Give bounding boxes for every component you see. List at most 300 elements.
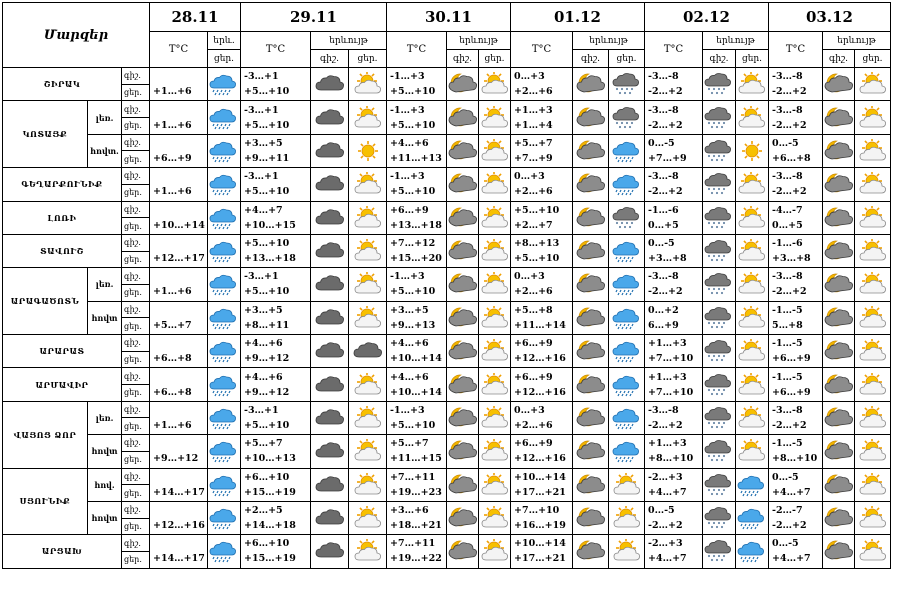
cloud-dark-icon xyxy=(349,335,387,368)
weather-col-header: երևույթ xyxy=(823,32,891,50)
day-temp: +3…+8 xyxy=(648,253,687,265)
night-temp: +6…+9 xyxy=(514,338,553,350)
cloud-rain-icon xyxy=(208,268,241,301)
sun-cloud-icon xyxy=(855,501,891,534)
temperature-range xyxy=(387,401,447,434)
moon-cloud-icon xyxy=(573,201,609,234)
cloud-rain-icon xyxy=(208,101,241,134)
temperature-range xyxy=(150,435,208,468)
cloud-dark-icon xyxy=(311,535,349,568)
night-temp: -1…+3 xyxy=(390,404,425,416)
region-name: ԼՈՌԻ xyxy=(3,201,122,234)
forecast-table xyxy=(2,2,891,569)
moon-cloud-icon xyxy=(447,335,479,368)
sun-cloud-icon xyxy=(349,401,387,434)
night-col-header: գիշ. xyxy=(703,50,736,68)
region-name: ՎԱՅՈՑ ՁՈՐ xyxy=(3,401,88,468)
sun-cloud-icon xyxy=(349,535,387,568)
moon-cloud-icon xyxy=(447,435,479,468)
day-temp: +17…+21 xyxy=(514,486,566,498)
moon-cloud-icon xyxy=(447,535,479,568)
day-temp: +9…+12 xyxy=(244,353,290,365)
night-temp: +3…+6 xyxy=(390,505,429,517)
night-temp xyxy=(153,269,207,284)
day-temp: +14…+18 xyxy=(244,520,296,532)
day-temp: +5…+10 xyxy=(244,286,290,298)
night-label: գիշ. xyxy=(122,134,150,151)
cloud-rain-icon xyxy=(609,134,645,167)
temperature-range xyxy=(769,268,823,301)
night-temp: +2…+5 xyxy=(244,505,283,517)
night-temp: +5…+10 xyxy=(514,204,560,216)
temperature-range xyxy=(387,168,447,201)
day-temp: -2…+2 xyxy=(648,186,683,198)
temperature-range xyxy=(511,201,573,234)
temperature-range xyxy=(150,401,208,434)
night-label: գիշ. xyxy=(122,368,150,385)
night-temp: +6…+10 xyxy=(244,538,290,550)
temperature-range xyxy=(511,234,573,267)
day-temp: -2…+2 xyxy=(772,86,807,98)
night-temp: -1…+3 xyxy=(390,71,425,83)
temperature-range xyxy=(387,535,447,568)
moon-cloud-icon xyxy=(447,101,479,134)
cloud-dark-icon xyxy=(311,468,349,501)
sun-cloud-icon xyxy=(479,301,511,334)
moon-cloud-icon xyxy=(447,68,479,101)
cloud-rain-icon xyxy=(208,535,241,568)
day-label: ցեր. xyxy=(122,118,150,135)
sun-cloud-icon xyxy=(349,201,387,234)
cloud-rain-icon xyxy=(736,468,769,501)
moon-cloud-icon xyxy=(447,168,479,201)
temperature-range xyxy=(387,435,447,468)
sun-cloud-icon xyxy=(479,168,511,201)
moon-cloud-icon xyxy=(573,268,609,301)
night-temp: 0…+3 xyxy=(514,71,545,83)
sun-cloud-icon xyxy=(609,501,645,534)
temperature-range xyxy=(645,234,703,267)
moon-cloud-icon xyxy=(447,468,479,501)
night-label: գիշ. xyxy=(122,335,150,352)
day-temp: +2…+6 xyxy=(514,86,553,98)
temp-col-header: T°C xyxy=(645,32,703,68)
night-label: գիշ. xyxy=(122,468,150,485)
day-temp: +4…+7 xyxy=(772,486,811,498)
date-header: 03.12 xyxy=(769,3,891,32)
temperature-range xyxy=(150,168,208,201)
day-temp: +5…+10 xyxy=(244,119,290,131)
day-temp: +14…+17 xyxy=(153,486,205,498)
night-temp xyxy=(153,69,207,84)
zone-label: հովտ. xyxy=(88,134,122,167)
night-temp: -3…-8 xyxy=(648,271,679,283)
day-temp: +9…+12 xyxy=(153,453,199,465)
night-temp: +3…+5 xyxy=(244,304,283,316)
day-label: ցեր. xyxy=(122,485,150,502)
temperature-range xyxy=(241,435,311,468)
temperature-range xyxy=(511,368,573,401)
moon-cloud-icon xyxy=(573,501,609,534)
cloud-rain-icon xyxy=(736,535,769,568)
night-temp: 0…+3 xyxy=(514,171,545,183)
cloud-dark-icon xyxy=(311,234,349,267)
day-temp: -2…+2 xyxy=(648,86,683,98)
temperature-range xyxy=(511,101,573,134)
cloud-rain-icon xyxy=(208,435,241,468)
day-temp: +2…+6 xyxy=(514,286,553,298)
sun-cloud-icon xyxy=(349,168,387,201)
temperature-range xyxy=(645,535,703,568)
cloud-snow-icon xyxy=(703,268,736,301)
sun-cloud-icon xyxy=(736,68,769,101)
night-temp: +4…+6 xyxy=(390,371,429,383)
day-temp: -2…+2 xyxy=(772,186,807,198)
moon-cloud-icon xyxy=(573,168,609,201)
temperature-range xyxy=(241,301,311,334)
temperature-range xyxy=(387,468,447,501)
day-temp: +10…+15 xyxy=(244,219,296,231)
moon-cloud-icon xyxy=(447,501,479,534)
night-label: գիշ. xyxy=(122,68,150,85)
night-col-header: գիշ. xyxy=(447,50,479,68)
day-temp: +4…+7 xyxy=(772,553,811,565)
moon-cloud-icon xyxy=(447,134,479,167)
temperature-range xyxy=(150,535,208,568)
night-temp xyxy=(153,236,207,251)
day-temp: +2…+6 xyxy=(514,419,553,431)
temperature-range xyxy=(387,201,447,234)
temperature-range xyxy=(645,268,703,301)
zone-label: հովտ xyxy=(88,501,122,534)
cloud-snow-icon xyxy=(703,368,736,401)
moon-cloud-icon xyxy=(823,535,855,568)
night-temp: +1…+3 xyxy=(514,104,553,116)
temperature-range xyxy=(769,201,823,234)
day-temp: +15…+20 xyxy=(390,253,442,265)
night-temp: -2…+3 xyxy=(648,538,683,550)
day-temp: -2…+2 xyxy=(648,119,683,131)
cloud-rain-icon xyxy=(208,168,241,201)
day-temp: +5…+10 xyxy=(244,419,290,431)
zone-label: լեռ. xyxy=(88,268,122,301)
sun-cloud-icon xyxy=(479,101,511,134)
day-temp: +12…+16 xyxy=(153,520,205,532)
night-col-header: գիշ. xyxy=(823,50,855,68)
day-temp: +4…+7 xyxy=(648,553,687,565)
night-label: գիշ. xyxy=(122,501,150,518)
temperature-range xyxy=(769,535,823,568)
temperature-range xyxy=(769,335,823,368)
date-header: 28.11 xyxy=(150,3,241,32)
temperature-range xyxy=(511,168,573,201)
cloud-dark-icon xyxy=(311,101,349,134)
cloud-snow-icon xyxy=(609,201,645,234)
sun-cloud-icon xyxy=(736,234,769,267)
moon-cloud-icon xyxy=(573,368,609,401)
day-temp: +9…+11 xyxy=(244,152,290,164)
day-temp: +10…+14 xyxy=(390,353,442,365)
moon-cloud-icon xyxy=(447,234,479,267)
zone-label: լեռ. xyxy=(88,101,122,134)
night-temp: -1…+3 xyxy=(390,271,425,283)
night-temp: -3…-8 xyxy=(772,171,803,183)
sun-cloud-icon xyxy=(479,435,511,468)
day-col-header: ցեր. xyxy=(349,50,387,68)
day-col-header: ցեր. xyxy=(609,50,645,68)
moon-cloud-icon xyxy=(573,335,609,368)
temperature-range xyxy=(387,101,447,134)
moon-cloud-icon xyxy=(573,101,609,134)
cloud-rain-icon xyxy=(609,435,645,468)
cloud-dark-icon xyxy=(311,435,349,468)
temperature-range xyxy=(387,335,447,368)
cloud-dark-icon xyxy=(311,201,349,234)
regions-header: Մարզեր xyxy=(3,3,150,68)
night-label: գիշ. xyxy=(122,234,150,251)
cloud-dark-icon xyxy=(311,168,349,201)
date-header: 01.12 xyxy=(511,3,645,32)
night-temp: +5…+8 xyxy=(514,304,553,316)
sun-cloud-icon xyxy=(349,368,387,401)
day-temp: 0…+5 xyxy=(772,219,803,231)
temperature-range xyxy=(769,401,823,434)
temperature-range xyxy=(150,301,208,334)
sun-cloud-icon xyxy=(855,134,891,167)
temperature-range xyxy=(241,134,311,167)
moon-cloud-icon xyxy=(573,468,609,501)
region-name: ՇԻՐԱԿ xyxy=(3,68,122,101)
day-temp: +1…+6 xyxy=(153,286,192,298)
night-temp xyxy=(153,136,207,151)
day-temp: -2…+2 xyxy=(772,520,807,532)
cloud-rain-icon xyxy=(208,401,241,434)
temperature-range xyxy=(511,335,573,368)
cloud-dark-icon xyxy=(311,68,349,101)
night-temp: 0…+3 xyxy=(514,271,545,283)
day-label: ցեր. xyxy=(122,351,150,368)
moon-cloud-icon xyxy=(447,368,479,401)
cloud-snow-icon xyxy=(703,401,736,434)
region-name: ԱՐԱԳԱԾՈՏՆ xyxy=(3,268,88,335)
day-temp: +5…+10 xyxy=(390,419,436,431)
day-temp: +7…+9 xyxy=(648,152,687,164)
night-temp xyxy=(153,336,207,351)
night-temp: +7…+12 xyxy=(390,238,436,250)
sun-cloud-icon xyxy=(855,535,891,568)
temperature-range xyxy=(387,268,447,301)
night-temp: 0…-5 xyxy=(772,538,799,550)
night-temp: +1…+3 xyxy=(648,338,687,350)
night-temp: +6…+9 xyxy=(390,204,429,216)
cloud-snow-icon xyxy=(703,435,736,468)
zone-label: հովտ xyxy=(88,301,122,334)
temperature-range xyxy=(645,335,703,368)
day-temp: +1…+6 xyxy=(153,186,192,198)
night-temp: -3…+1 xyxy=(244,104,279,116)
temperature-range xyxy=(769,101,823,134)
temperature-range xyxy=(241,201,311,234)
day-temp: +5…+10 xyxy=(514,253,560,265)
night-temp: 0…-5 xyxy=(772,137,799,149)
temperature-range xyxy=(511,268,573,301)
temperature-range xyxy=(150,501,208,534)
day-temp: +4…+7 xyxy=(648,486,687,498)
day-label: ցեր. xyxy=(122,451,150,468)
day-temp: +8…+10 xyxy=(772,453,818,465)
sun-cloud-icon xyxy=(855,168,891,201)
temperature-range xyxy=(511,501,573,534)
temperature-range xyxy=(645,435,703,468)
region-name: ԱՐԱՐԱՏ xyxy=(3,335,122,368)
night-temp: 0…-5 xyxy=(648,137,675,149)
moon-cloud-icon xyxy=(823,68,855,101)
day-temp: +2…+6 xyxy=(514,186,553,198)
weather-col-header: երևույթ xyxy=(573,32,645,50)
day-label: ցեր. xyxy=(122,284,150,301)
day-temp: +5…+10 xyxy=(244,186,290,198)
sun-cloud-icon xyxy=(855,201,891,234)
cloud-snow-icon xyxy=(703,101,736,134)
day-temp: +18…+21 xyxy=(390,520,442,532)
cloud-rain-icon xyxy=(208,501,241,534)
temperature-range xyxy=(241,234,311,267)
temperature-range xyxy=(150,134,208,167)
temperature-range xyxy=(150,101,208,134)
cloud-dark-icon xyxy=(311,368,349,401)
day-temp: +1…+6 xyxy=(153,86,192,98)
sun-icon xyxy=(736,134,769,167)
night-temp: -1…+3 xyxy=(390,104,425,116)
night-temp: +5…+10 xyxy=(244,238,290,250)
moon-cloud-icon xyxy=(823,168,855,201)
cloud-snow-icon xyxy=(703,535,736,568)
day-temp: +14…+17 xyxy=(153,553,205,565)
sun-cloud-icon xyxy=(855,368,891,401)
day-temp: +6…+8 xyxy=(772,152,811,164)
temperature-range xyxy=(769,134,823,167)
night-temp: -1…+3 xyxy=(390,171,425,183)
temperature-range xyxy=(511,535,573,568)
day-label: ցեր. xyxy=(122,84,150,101)
day-temp: +6…+8 xyxy=(153,353,192,365)
weather-col-header: երև. xyxy=(208,32,241,50)
night-col-header: գիշ. xyxy=(311,50,349,68)
day-temp: +11…+13 xyxy=(390,152,442,164)
day-temp: +10…+14 xyxy=(153,219,205,231)
night-temp: +10…+14 xyxy=(514,538,566,550)
sun-cloud-icon xyxy=(479,535,511,568)
temperature-range xyxy=(241,68,311,101)
cloud-dark-icon xyxy=(311,268,349,301)
night-temp: -3…+1 xyxy=(244,71,279,83)
moon-cloud-icon xyxy=(573,134,609,167)
temperature-range xyxy=(645,501,703,534)
temperature-range xyxy=(241,335,311,368)
temperature-range xyxy=(241,368,311,401)
temperature-range xyxy=(645,301,703,334)
date-header: 29.11 xyxy=(241,3,387,32)
day-temp: +11…+15 xyxy=(390,453,442,465)
day-temp: +13…+18 xyxy=(244,253,296,265)
night-temp: -3…+1 xyxy=(244,404,279,416)
day-temp: +12…+17 xyxy=(153,253,205,265)
temperature-range xyxy=(769,168,823,201)
sun-cloud-icon xyxy=(855,401,891,434)
day-temp: -2…+2 xyxy=(772,419,807,431)
sun-cloud-icon xyxy=(479,368,511,401)
night-temp: +6…+9 xyxy=(514,371,553,383)
cloud-dark-icon xyxy=(311,501,349,534)
night-temp xyxy=(153,303,207,318)
day-label: ցեր. xyxy=(122,251,150,268)
day-temp: +5…+10 xyxy=(244,86,290,98)
night-temp: +1…+3 xyxy=(648,371,687,383)
night-temp xyxy=(153,169,207,184)
sun-cloud-icon xyxy=(479,134,511,167)
night-label: գիշ. xyxy=(122,435,150,452)
temperature-range xyxy=(645,468,703,501)
cloud-rain-icon xyxy=(208,201,241,234)
temp-col-header: T°C xyxy=(769,32,823,68)
night-temp: -2…+3 xyxy=(648,471,683,483)
cloud-rain-icon xyxy=(736,501,769,534)
day-temp: +6…+8 xyxy=(153,386,192,398)
night-temp xyxy=(153,403,207,418)
night-temp: -1…-6 xyxy=(648,204,679,216)
moon-cloud-icon xyxy=(823,368,855,401)
sun-cloud-icon xyxy=(479,335,511,368)
day-temp: +7…+10 xyxy=(648,386,694,398)
moon-cloud-icon xyxy=(823,435,855,468)
sun-cloud-icon xyxy=(479,268,511,301)
moon-cloud-icon xyxy=(573,301,609,334)
sun-cloud-icon xyxy=(736,401,769,434)
night-temp: 0…-5 xyxy=(772,471,799,483)
temperature-range xyxy=(511,134,573,167)
night-temp xyxy=(153,370,207,385)
day-temp: +5…+7 xyxy=(153,319,192,331)
temperature-range xyxy=(241,501,311,534)
temperature-range xyxy=(150,201,208,234)
temperature-range xyxy=(387,234,447,267)
temperature-range xyxy=(387,301,447,334)
night-temp: +7…+11 xyxy=(390,471,436,483)
day-temp: +12…+16 xyxy=(514,353,566,365)
day-col-header: ցեր. xyxy=(208,50,241,68)
day-temp: -2…+2 xyxy=(772,119,807,131)
moon-cloud-icon xyxy=(823,335,855,368)
night-temp: 0…-5 xyxy=(648,505,675,517)
region-name: ԿՈՏԱՅՔ xyxy=(3,101,88,168)
night-temp: +7…+11 xyxy=(390,538,436,550)
day-col-header: ցեր. xyxy=(736,50,769,68)
moon-cloud-icon xyxy=(447,201,479,234)
cloud-rain-icon xyxy=(208,68,241,101)
temp-col-header: T°C xyxy=(387,32,447,68)
night-temp: -3…-8 xyxy=(772,104,803,116)
temperature-range xyxy=(511,435,573,468)
moon-cloud-icon xyxy=(447,268,479,301)
day-temp: +1…+4 xyxy=(514,119,553,131)
night-temp: +3…+5 xyxy=(390,304,429,316)
weather-col-header: երևույթ xyxy=(703,32,769,50)
temperature-range xyxy=(769,368,823,401)
day-temp: +5…+10 xyxy=(390,86,436,98)
day-temp: +7…+10 xyxy=(648,353,694,365)
temp-col-header: T°C xyxy=(150,32,208,68)
day-label: ցեր. xyxy=(122,418,150,435)
